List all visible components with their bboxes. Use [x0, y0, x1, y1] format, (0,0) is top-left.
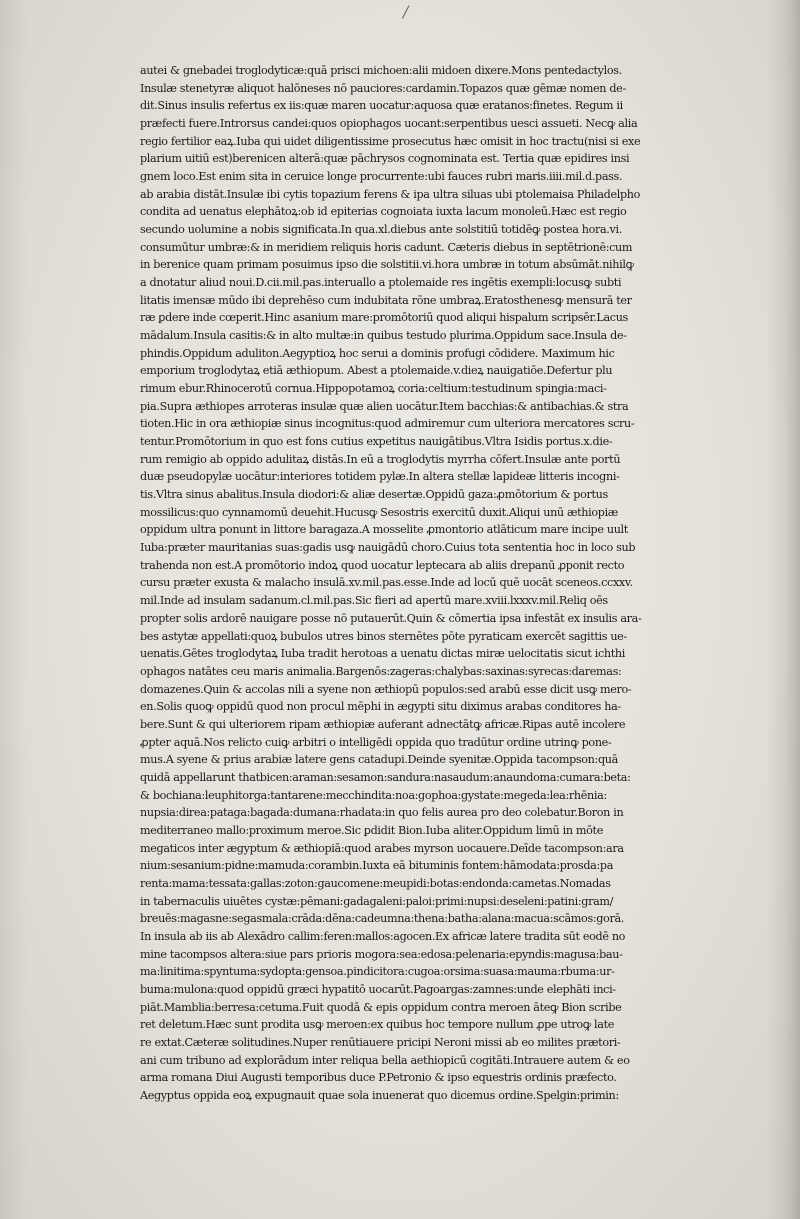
- text-line: condita ad uenatus elephātoꝝ:ob id epiterias cognoiata iuxta lacum monoleū.Hæc est regio: [140, 205, 627, 219]
- text-line: ræ ꝑdere inde cœperit.Hinc asanium mare:promōtoriū quod aliqui hispalum scripsēr.Lacus: [140, 311, 628, 325]
- text-line: tis.Vltra sinus abalitus.Insula diodori:& aliæ desertæ.Oppidū gaza:ꝓmōtorium & portus: [140, 488, 608, 502]
- text-line: a dnotatur aliud noui.D.cii.mil.pas.interuallo a ptolemaide res ingētis exempli:locusꝙ subti: [140, 276, 622, 290]
- text-line: mādalum.Insula casitis:& in alto multæ:in quibus testudo plurima.Oppidum sace.Insula de-: [140, 329, 627, 343]
- text-line: ma:linitima:spyntuma:sydopta:gensoa.pindicitora:cugoa:orsima:suasa:mauma:rbuma:ur-: [140, 965, 615, 979]
- text-line: uenatis.Gētes troglodytaꝝ Iuba tradit herotoas a uenatu dictas miræ uelocitatis sicut ichthi: [140, 647, 625, 661]
- text-line: Insulæ stenetyræ aliquot halōneses nō pauciores:cardamin.Topazos quæ gēmæ nomen de-: [140, 81, 626, 95]
- text-line: Iuba:præter mauritanias suas:gadis usꝙ nauigādū choro.Cuius tota sententia hoc in loco sub: [140, 541, 636, 555]
- text-line: trahenda non est.A promōtorio indoꝝ quod uocatur leptecara ab aliis drepanū ꝓponit recto: [140, 558, 625, 572]
- text-line: propter solis ardorē nauigare posse nō putauerūt.Quin & cōmertia ipsa infestāt ex insulis ara-: [140, 611, 642, 625]
- text-line: megaticos inter ægyptum & æthiopiā:quod arabes myrson uocauere.Deīde tacompson:ara: [140, 841, 624, 855]
- text-line: dit.Sinus insulis refertus ex iis:quæ maren uocatur:aquosa quæ eratanos:finetes. Regum ii: [140, 99, 623, 113]
- text-line: rimum ebur.Rhinocerotū cornua.Hippopotamoꝝ coria:celtium:testudinum spingia:maci-: [140, 382, 607, 396]
- text-line: pia.Supra æthiopes arroteras insulæ quæ alien uocātur.Item bacchias:& antibachias.& stra: [140, 399, 629, 413]
- text-line: tentur.Promōtorium in quo est fons cutius expetitus nauigātibus.Vltra Isidis portus.x.die-: [140, 435, 613, 449]
- text-line: arma romana Diui Augusti temporibus duce P.Petronio & ipso equestris ordinis præfecto.: [140, 1071, 617, 1085]
- text-line: nupsia:direa:pataga:bagada:dumana:rhadata:in quo felis aurea pro deo colebatur.Boron in: [140, 806, 624, 820]
- text-line: tioten.Hic in ora æthiopiæ sinus incognitus:quod admiremur cum ulteriora mercatores scru-: [140, 417, 635, 431]
- text-line: buma:mulona:quod oppidū græci hypatitō uocarūt.Pagoargas:zamnes:unde elephāti inci-: [140, 982, 616, 996]
- text-line: ab arabia distāt.Insulæ ibi cytis topazium ferens & ipa ultra siluas ubi ptolemaisa Philadelpho: [140, 187, 641, 201]
- text-line: bere.Sunt & qui ulteriorem ripam æthiopiæ auferant adnectātꝙ africæ.Ripas autē incolere: [140, 717, 626, 731]
- text-line: en.Solis quoꝙ oppidū quod non procul mēphi in ægypti situ diximus arabas conditores ha-: [140, 700, 621, 714]
- text-line: litatis imensæ mūdo ibi deprehēso cum indubitata rōne umbraꝝ.Eratosthenesꝙ mensurā ter: [140, 293, 632, 307]
- text-line: cursu præter exusta & malacho insulā.xv.mil.pas.esse.Inde ad locū quē uocāt sceneos.ccxxv.: [140, 576, 633, 590]
- text-line: breuēs:magasne:segasmala:crāda:dēna:cadeumna:thena:batha:alana:macua:scāmos:gorā.: [140, 912, 624, 926]
- text-line: ret deletum.Hæc sunt prodita usꝙ meroen:ex quibus hoc tempore nullum ꝓpe utroꝙ late: [140, 1018, 615, 1032]
- text-line: mus.A syene & prius arabiæ latere gens catadupi.Deinde syenitæ.Oppida tacompson:quā: [140, 753, 618, 767]
- text-line: Aegyptus oppida eoꝝ expugnauit quae sola inuenerat quo dicemus ordine.Spelgin:primin:: [140, 1088, 619, 1102]
- text-line: ophagos natātes ceu maris animalia.Bargenōs:zageras:chalybas:saxinas:syrecas:daremas:: [140, 664, 622, 678]
- text-line: mediterraneo mallo:proximum meroe.Sic ꝑdidit Bion.Iuba aliter.Oppidum limū in mōte: [140, 823, 603, 837]
- text-line: mossilicus:quo cynnamomū deuehit.Hucusꝙ Sesostris exercitū duxit.Aliqui unū æthiopiæ: [140, 505, 618, 519]
- text-line: regio fertilior eaꝝ.Iuba qui uidet diligentissime prosecutus hæc omisit in hoc tractu(nisi si exe: [140, 134, 641, 148]
- text-line: re extat.Cæteræ solitudines.Nuper renūtiauere pricipi Neroni missi ab eo milites prætori-: [140, 1035, 621, 1049]
- text-line: in berenice quam primam posuimus ipso die solstitii.vi.hora umbræ in totum absūmāt.nihilꝙ: [140, 258, 634, 272]
- text-line: quidā appellarunt thatbicen:araman:sesamon:sandura:nasaudum:anaundoma:cumara:beta:: [140, 770, 631, 784]
- text-line: emporium troglodytaꝝ etiā æthiopum. Abest a ptolemaide.v.dieꝝ nauigatiōe.Defertur plu: [140, 364, 613, 378]
- text-line: secundo uolumine a nobis significata.In qua.xl.diebus ante solstitiū totidēꝙ postea hora.vi.: [140, 223, 622, 237]
- binding-gutter-shadow: [766, 0, 800, 1219]
- text-line: consumūtur umbræ:& in meridiem reliquis horis cadunt. Cæteris diebus in septētrionē:cum: [140, 240, 633, 254]
- text-line: renta:mama:tessata:gallas:zoton:gaucomene:meupidi:botas:endonda:cametas.Nomadas: [140, 876, 611, 890]
- page-left-shading: [0, 0, 28, 1219]
- text-line: oppidum ultra ponunt in littore baragaza.A mosselite ꝓmontorio atlāticum mare incipe uult: [140, 523, 628, 537]
- text-line: mil.Inde ad insulam sadanum.cl.mil.pas.Sic fieri ad apertū mare.xviii.lxxxv.mil.Reliq oēs: [140, 594, 608, 608]
- text-line: ani cum tribuno ad explorādum inter reliqua bella aethiopicū cogitāti.Intrauere autem & eo: [140, 1053, 630, 1067]
- text-line: in tabernaculis uiuētes cystæ:pēmani:gadagaleni:paloi:primi:nupsi:deseleni:patini:gram/: [140, 894, 614, 908]
- text-line: nium:sesanium:pidne:mamuda:corambin.Iuxta eā bituminis fontem:hāmodata:prosda:pa: [140, 859, 614, 873]
- text-line: ꝓpter aquā.Nos relicto cuiꝙ arbitri o intelligēdi oppida quo tradūtur ordine utrinꝙ pone-: [140, 735, 612, 749]
- text-line: autei & gnebadei troglodyticæ:quā prisci michoen:alii midoen dixere.Mons pentedactylos.: [140, 64, 622, 77]
- text-line: mine tacompsos altera:siue pars prioris mogora:sea:edosa:pelenaria:epyndis:magusa:bau-: [140, 947, 623, 961]
- text-line: plarium uitiū est)berenicen alterā:quæ pāchrysos cognominata est. Tertia quæ epidires insi: [140, 152, 630, 166]
- text-line: piāt.Mamblia:berresa:cetuma.Fuit quodā & epis oppidum contra meroen āteꝙ Bion scribe: [140, 1000, 622, 1014]
- text-line: bes astytæ appellati:quoꝝ bubulos utres binos sternētes pōte pyraticam exercēt sagittis ue-: [140, 629, 627, 643]
- text-line: præfecti fuere.Introrsus candei:quos opiophagos uocant:serpentibus uesci assueti. Necꝙ alia: [140, 117, 638, 131]
- text-line: & bochiana:leuphitorga:tantarene:mecchindita:noa:gophoa:gystate:megeda:lea:rhēnia:: [140, 788, 607, 802]
- text-line: phindis.Oppidum aduliton.Aegyptioꝝ hoc serui a dominis profugi cōdidere. Maximum hic: [140, 346, 615, 360]
- text-line: rum remigio ab oppido adulitaꝝ distās.In eū a troglodytis myrrha cōfert.Insulæ ante portū: [140, 452, 621, 466]
- text-line: domazenes.Quin & accolas nili a syene non æthiopū populos:sed arabū esse dicit usꝙ mero-: [140, 682, 632, 696]
- ink-mark: /: [403, 2, 409, 21]
- text-line: gnem loco.Est enim sita in ceruice longe procurrente:ubi fauces rubri maris.iiii.mil.d.pass.: [140, 170, 623, 184]
- text-line: In insula ab iis ab Alexādro callim:feren:mallos:agocen.Ex africæ latere tradita sūt eodē no: [140, 929, 626, 943]
- text-line: duæ pseudopylæ uocātur:interiores totidem pylæ.In altera stellæ lapideæ litteris incogni-: [140, 470, 620, 484]
- latin-text-block: [140, 62, 712, 1105]
